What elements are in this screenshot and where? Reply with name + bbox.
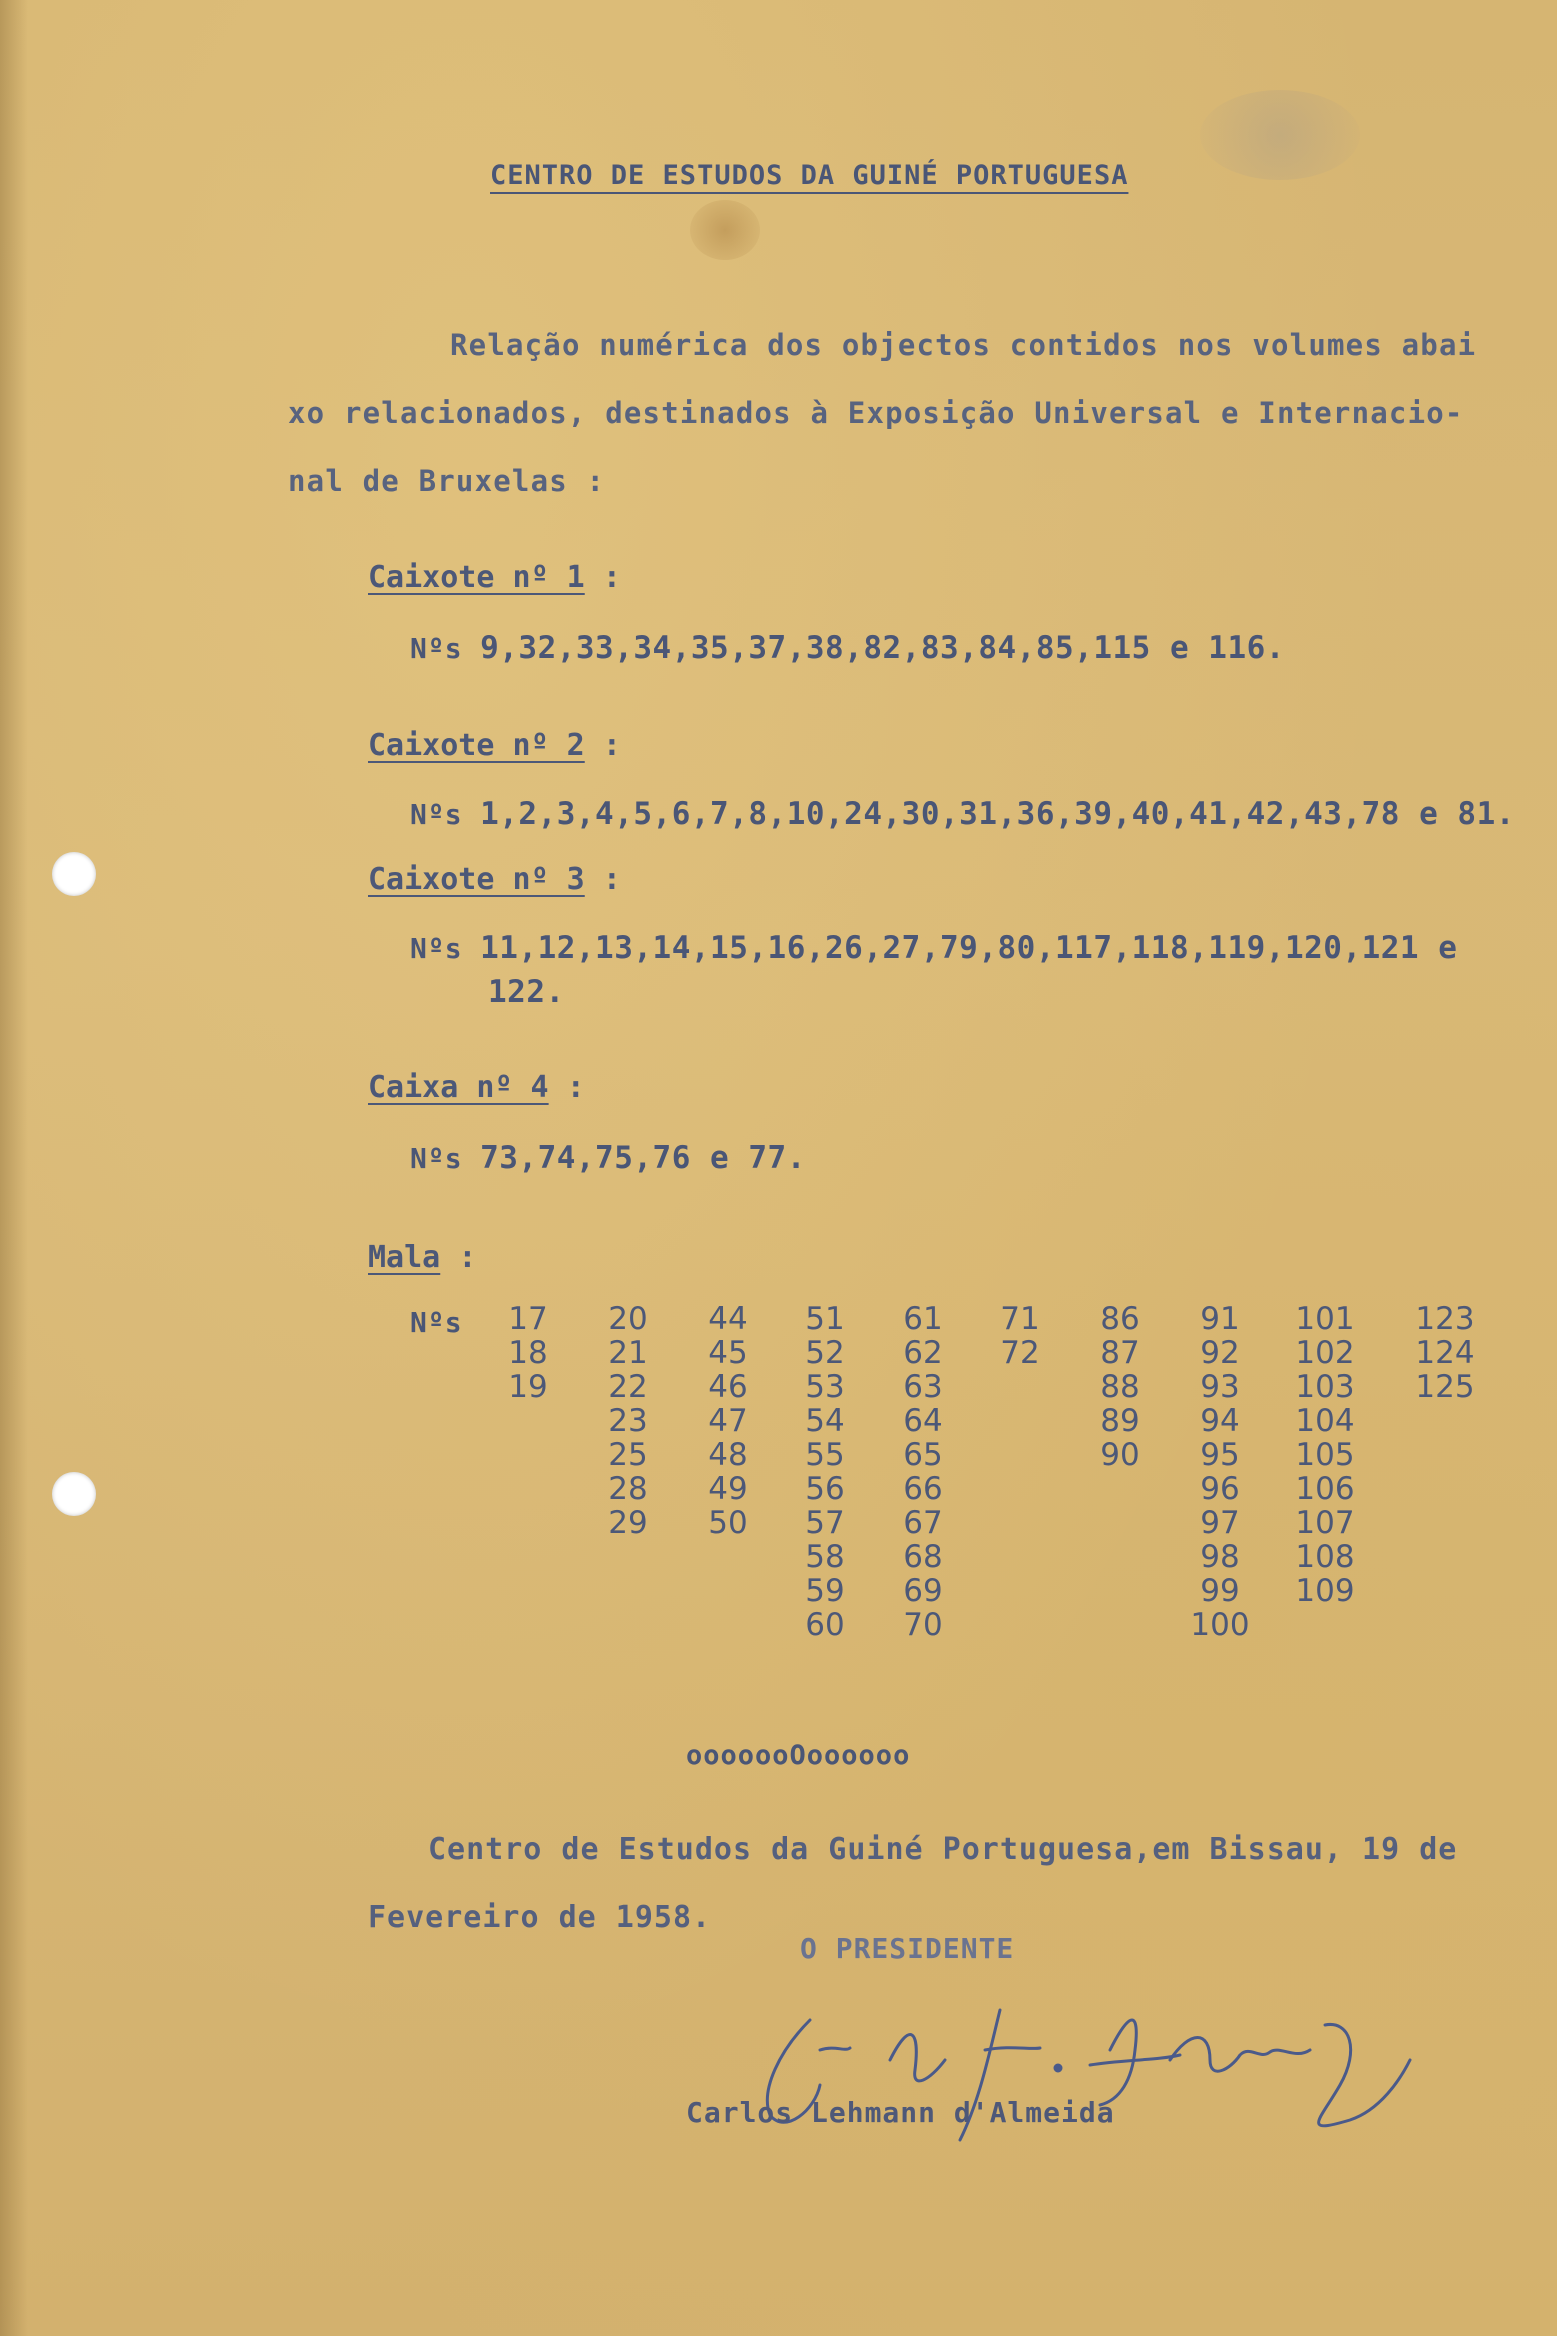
- mala-number: 28: [608, 1471, 648, 1507]
- closing-line-1: Centro de Estudos da Guiné Portuguesa,em Bissau, 19 de: [428, 1832, 1458, 1867]
- section-numbers-caixote-3: [410, 930, 1457, 966]
- section-label: Mala: [368, 1240, 441, 1275]
- mala-number: 46: [708, 1369, 748, 1405]
- mala-number: 20: [608, 1301, 648, 1337]
- mala-number: 70: [903, 1607, 943, 1643]
- mala-number: 95: [1200, 1437, 1240, 1473]
- mala-number: 50: [708, 1505, 748, 1541]
- mala-number: 59: [805, 1573, 845, 1609]
- mala-number: 124: [1415, 1335, 1475, 1371]
- mala-number: 103: [1295, 1369, 1355, 1405]
- numbers-prefix: Nºs: [410, 932, 463, 965]
- mala-number: 29: [608, 1505, 648, 1541]
- signatory-role: O PRESIDENTE: [800, 1932, 1015, 1965]
- section-colon: :: [602, 560, 621, 595]
- mala-number: 91: [1200, 1301, 1240, 1337]
- mala-number: 57: [805, 1505, 845, 1541]
- section-numbers-caixote-1: [410, 630, 1285, 666]
- mala-number: 125: [1415, 1369, 1475, 1405]
- mala-number: 66: [903, 1471, 943, 1507]
- mala-number: 22: [608, 1369, 648, 1405]
- mala-column: [698, 1302, 758, 1540]
- mala-number: 72: [1000, 1335, 1040, 1371]
- mala-number: 96: [1200, 1471, 1240, 1507]
- mala-number: 101: [1295, 1301, 1355, 1337]
- paper-stain: [690, 200, 760, 260]
- mala-column: [1415, 1302, 1475, 1404]
- mala-number: 68: [903, 1539, 943, 1575]
- mala-number: 44: [708, 1301, 748, 1337]
- section-label: Caixote nº 2: [368, 728, 585, 763]
- mala-number: 60: [805, 1607, 845, 1643]
- mala-number: 69: [903, 1573, 943, 1609]
- mala-number: 109: [1295, 1573, 1355, 1609]
- mala-column: [795, 1302, 855, 1642]
- section-colon: :: [566, 1070, 585, 1105]
- intro-line-2: xo relacionados, destinados à Exposição Universal e Internacio-: [288, 396, 1464, 430]
- mala-number: 67: [903, 1505, 943, 1541]
- punch-hole: [52, 852, 96, 896]
- mala-number: 21: [608, 1335, 648, 1371]
- section-colon: :: [602, 728, 621, 763]
- mala-number: 88: [1100, 1369, 1140, 1405]
- closing-line-2: Fevereiro de 1958.: [368, 1900, 712, 1935]
- mala-number: 48: [708, 1437, 748, 1473]
- section-label: Caixote nº 3: [368, 862, 585, 897]
- mala-number: 45: [708, 1335, 748, 1371]
- mala-number: 19: [508, 1369, 548, 1405]
- mala-number: 25: [608, 1437, 648, 1473]
- mala-column: [498, 1302, 558, 1404]
- numbers-prefix: Nºs: [410, 1142, 463, 1175]
- mala-number: 54: [805, 1403, 845, 1439]
- section-title-caixote-2: [368, 728, 621, 763]
- section-label: Caixote nº 1: [368, 560, 585, 595]
- mala-number: 87: [1100, 1335, 1140, 1371]
- mala-number: 94: [1200, 1403, 1240, 1439]
- mala-number: 63: [903, 1369, 943, 1405]
- section-numbers-caixote-3-continued: 122.: [488, 974, 565, 1010]
- page-edge-shadow: [0, 0, 28, 2336]
- mala-number: 98: [1200, 1539, 1240, 1575]
- mala-number: 49: [708, 1471, 748, 1507]
- mala-number: 92: [1200, 1335, 1240, 1371]
- mala-number: 104: [1295, 1403, 1355, 1439]
- numbers-list: 11,12,13,14,15,16,26,27,79,80,117,118,119,120,121 e: [480, 930, 1458, 966]
- numbers-list: 73,74,75,76 e 77.: [480, 1140, 806, 1176]
- intro-line-1: Relação numérica dos objectos contidos nos volumes abai: [450, 328, 1477, 362]
- signatory-name: Carlos Lehmann d'Almeida: [686, 2096, 1115, 2129]
- section-colon: :: [458, 1240, 477, 1275]
- mala-number: 64: [903, 1403, 943, 1439]
- mala-number: 62: [903, 1335, 943, 1371]
- mala-number: 108: [1295, 1539, 1355, 1575]
- mala-number: 51: [805, 1301, 845, 1337]
- mala-number: 18: [508, 1335, 548, 1371]
- mala-number: 90: [1100, 1437, 1140, 1473]
- mala-column: [990, 1302, 1050, 1370]
- section-title-caixote-1: [368, 560, 621, 595]
- mala-column: [598, 1302, 658, 1540]
- section-title-caixa-4: [368, 1070, 585, 1105]
- numbers-list: 9,32,33,34,35,37,38,82,83,84,85,115 e 116.: [480, 630, 1285, 666]
- intro-line-3: nal de Bruxelas :: [288, 464, 606, 498]
- mala-number: 55: [805, 1437, 845, 1473]
- divider-mark: ooooooOoooooo: [686, 1740, 911, 1771]
- section-numbers-caixa-4: [410, 1140, 806, 1176]
- mala-number: 23: [608, 1403, 648, 1439]
- mala-number: 86: [1100, 1301, 1140, 1337]
- mala-number: 123: [1415, 1301, 1475, 1337]
- mala-number: 99: [1200, 1573, 1240, 1609]
- mala-prefix: Nºs: [410, 1306, 463, 1339]
- mala-column: [893, 1302, 953, 1642]
- mala-column: [1090, 1302, 1150, 1472]
- section-colon: :: [602, 862, 621, 897]
- section-title-mala: [368, 1240, 476, 1275]
- mala-number: 106: [1295, 1471, 1355, 1507]
- section-title-caixote-3: [368, 862, 621, 897]
- mala-number: 102: [1295, 1335, 1355, 1371]
- mala-number: 105: [1295, 1437, 1355, 1473]
- section-label: Caixa nº 4: [368, 1070, 549, 1105]
- mala-number: 100: [1190, 1607, 1250, 1643]
- mala-number: 71: [1000, 1301, 1040, 1337]
- mala-number: 89: [1100, 1403, 1140, 1439]
- mala-column: [1190, 1302, 1250, 1642]
- section-numbers-caixote-2: [410, 796, 1515, 832]
- mala-column: [1295, 1302, 1355, 1608]
- mala-number: 93: [1200, 1369, 1240, 1405]
- numbers-prefix: Nºs: [410, 632, 463, 665]
- numbers-list: 1,2,3,4,5,6,7,8,10,24,30,31,36,39,40,41,42,43,78 e 81.: [480, 796, 1515, 832]
- mala-number: 47: [708, 1403, 748, 1439]
- mala-number: 53: [805, 1369, 845, 1405]
- document-heading: CENTRO DE ESTUDOS DA GUINÉ PORTUGUESA: [490, 160, 1129, 191]
- paper-stain: [1200, 90, 1360, 180]
- mala-number: 58: [805, 1539, 845, 1575]
- mala-number: 17: [508, 1301, 548, 1337]
- punch-hole: [52, 1472, 96, 1516]
- mala-number: 56: [805, 1471, 845, 1507]
- numbers-prefix: Nºs: [410, 798, 463, 831]
- mala-number: 61: [903, 1301, 943, 1337]
- mala-number: 107: [1295, 1505, 1355, 1541]
- mala-number: 52: [805, 1335, 845, 1371]
- mala-number: 97: [1200, 1505, 1240, 1541]
- mala-number: 65: [903, 1437, 943, 1473]
